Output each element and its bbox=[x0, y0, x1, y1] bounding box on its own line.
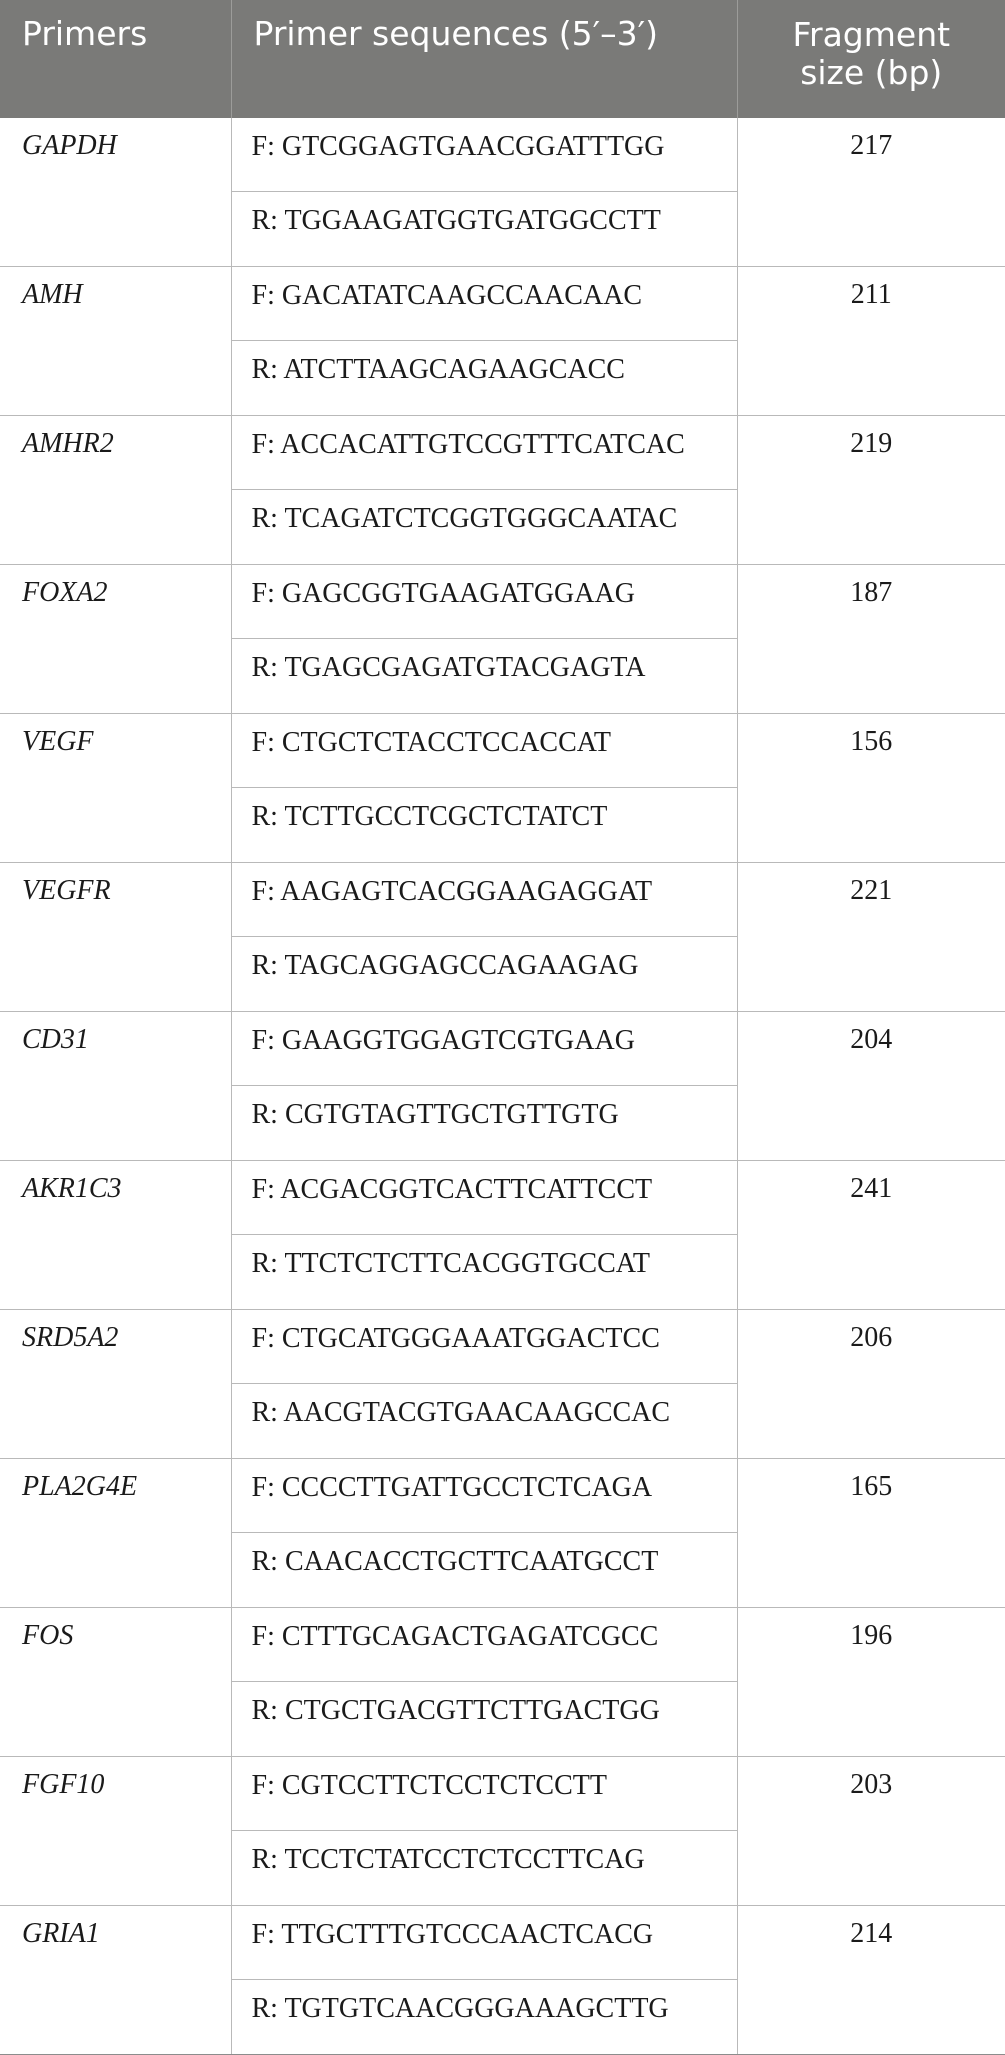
forward-primer-cell: F: GAGCGGTGAAGATGGAAG bbox=[231, 565, 737, 639]
gene-name-cell: CD31 bbox=[0, 1012, 231, 1161]
reverse-primer-cell: R: TGGAAGATGGTGATGGCCTT bbox=[231, 192, 737, 267]
fragment-size-cell: 221 bbox=[737, 863, 1005, 1012]
header-primers bbox=[0, 0, 231, 118]
reverse-primer-cell: R: CAACACCTGCTTCAATGCCT bbox=[231, 1533, 737, 1608]
table-row-forward bbox=[0, 1012, 1005, 1086]
header-fragment-size-line2: size (bp) bbox=[800, 53, 942, 92]
fragment-size-cell: 196 bbox=[737, 1608, 1005, 1757]
gene-name-cell: VEGFR bbox=[0, 863, 231, 1012]
forward-primer-cell: F: TTGCTTTGTCCCAACTCACG bbox=[231, 1906, 737, 1980]
forward-primer-cell: F: ACCACATTGTCCGTTTCATCAC bbox=[231, 416, 737, 490]
gene-name-cell: SRD5A2 bbox=[0, 1310, 231, 1459]
header-fragment-size-label bbox=[738, 0, 1005, 92]
reverse-primer-cell: R: TCAGATCTCGGTGGGCAATAC bbox=[231, 490, 737, 565]
fragment-size-cell: 165 bbox=[737, 1459, 1005, 1608]
fragment-size-cell: 204 bbox=[737, 1012, 1005, 1161]
gene-name-cell: AKR1C3 bbox=[0, 1161, 231, 1310]
fragment-size-cell: 219 bbox=[737, 416, 1005, 565]
reverse-primer-cell: R: TGTGTCAACGGGAAAGCTTG bbox=[231, 1980, 737, 2055]
header-fragment-size-line1: Fragment bbox=[792, 15, 950, 54]
table-row-forward bbox=[0, 863, 1005, 937]
fragment-size-cell: 217 bbox=[737, 118, 1005, 267]
reverse-primer-cell: R: TCTTGCCTCGCTCTATCT bbox=[231, 788, 737, 863]
gene-name-cell: GAPDH bbox=[0, 118, 231, 267]
header-sequences-label: Primer sequences (5′–3′) bbox=[232, 0, 737, 54]
reverse-primer-cell: R: ATCTTAAGCAGAAGCACC bbox=[231, 341, 737, 416]
table-row-forward bbox=[0, 1906, 1005, 1980]
fragment-size-cell: 187 bbox=[737, 565, 1005, 714]
table-header bbox=[0, 0, 1005, 118]
table-row-forward bbox=[0, 714, 1005, 788]
forward-primer-cell: F: CTGCATGGGAAATGGACTCC bbox=[231, 1310, 737, 1384]
reverse-primer-cell: R: CGTGTAGTTGCTGTTGTG bbox=[231, 1086, 737, 1161]
forward-primer-cell: F: CTTTGCAGACTGAGATCGCC bbox=[231, 1608, 737, 1682]
fragment-size-cell: 241 bbox=[737, 1161, 1005, 1310]
forward-primer-cell: F: CGTCCTTCTCCTCTCCTT bbox=[231, 1757, 737, 1831]
table-row-forward bbox=[0, 118, 1005, 192]
gene-name-cell: AMH bbox=[0, 267, 231, 416]
fragment-size-cell: 156 bbox=[737, 714, 1005, 863]
gene-name-cell: VEGF bbox=[0, 714, 231, 863]
reverse-primer-cell: R: TAGCAGGAGCCAGAAGAG bbox=[231, 937, 737, 1012]
forward-primer-cell: F: CTGCTCTACCTCCACCAT bbox=[231, 714, 737, 788]
gene-name-cell: FGF10 bbox=[0, 1757, 231, 1906]
table-row-forward bbox=[0, 1757, 1005, 1831]
header-row bbox=[0, 0, 1005, 118]
reverse-primer-cell: R: AACGTACGTGAACAAGCCAC bbox=[231, 1384, 737, 1459]
header-fragment-size bbox=[737, 0, 1005, 118]
reverse-primer-cell: R: TGAGCGAGATGTACGAGTA bbox=[231, 639, 737, 714]
table-row-forward bbox=[0, 267, 1005, 341]
header-primers-label: Primers bbox=[0, 0, 231, 54]
table-body bbox=[0, 118, 1005, 2055]
forward-primer-cell: F: AAGAGTCACGGAAGAGGAT bbox=[231, 863, 737, 937]
table-row-forward bbox=[0, 416, 1005, 490]
reverse-primer-cell: R: TTCTCTCTTCACGGTGCCAT bbox=[231, 1235, 737, 1310]
table-row-forward bbox=[0, 565, 1005, 639]
gene-name-cell: PLA2G4E bbox=[0, 1459, 231, 1608]
header-sequences bbox=[231, 0, 737, 118]
fragment-size-cell: 211 bbox=[737, 267, 1005, 416]
forward-primer-cell: F: GTCGGAGTGAACGGATTTGG bbox=[231, 118, 737, 192]
forward-primer-cell: F: GACATATCAAGCCAACAAC bbox=[231, 267, 737, 341]
fragment-size-cell: 203 bbox=[737, 1757, 1005, 1906]
table-row-forward bbox=[0, 1459, 1005, 1533]
table-row-forward bbox=[0, 1608, 1005, 1682]
fragment-size-cell: 206 bbox=[737, 1310, 1005, 1459]
gene-name-cell: AMHR2 bbox=[0, 416, 231, 565]
table-row-forward bbox=[0, 1310, 1005, 1384]
gene-name-cell: FOXA2 bbox=[0, 565, 231, 714]
gene-name-cell: GRIA1 bbox=[0, 1906, 231, 2055]
table-row-forward bbox=[0, 1161, 1005, 1235]
gene-name-cell: FOS bbox=[0, 1608, 231, 1757]
forward-primer-cell: F: GAAGGTGGAGTCGTGAAG bbox=[231, 1012, 737, 1086]
forward-primer-cell: F: ACGACGGTCACTTCATTCCT bbox=[231, 1161, 737, 1235]
fragment-size-cell: 214 bbox=[737, 1906, 1005, 2055]
reverse-primer-cell: R: CTGCTGACGTTCTTGACTGG bbox=[231, 1682, 737, 1757]
forward-primer-cell: F: CCCCTTGATTGCCTCTCAGA bbox=[231, 1459, 737, 1533]
reverse-primer-cell: R: TCCTCTATCCTCTCCTTCAG bbox=[231, 1831, 737, 1906]
